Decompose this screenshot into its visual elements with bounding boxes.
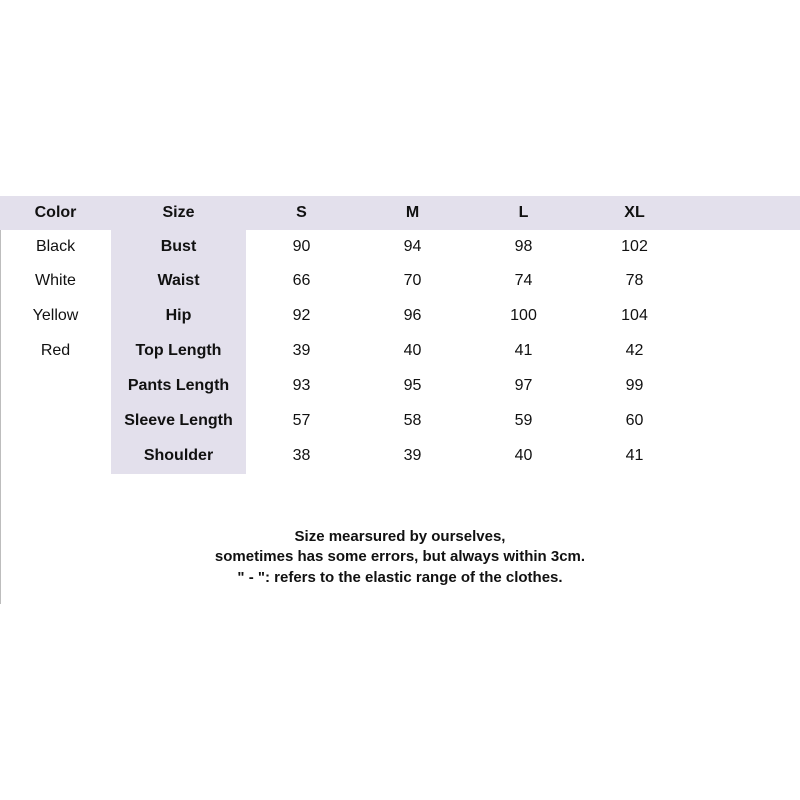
table-cell: 93 [292, 377, 311, 394]
row-label-bust: Bust [160, 238, 197, 255]
table-cell: 74 [514, 272, 533, 289]
color-item-white: White [35, 272, 76, 289]
table-cell: 39 [403, 447, 422, 464]
table-cell: 57 [292, 412, 311, 429]
table-cell: 98 [514, 238, 533, 255]
table-cell: 92 [292, 307, 311, 324]
row-label-hip: Hip [165, 307, 192, 324]
header-size-m: M [405, 204, 420, 221]
table-cell: 96 [403, 307, 422, 324]
header-size: Size [162, 204, 195, 221]
table-cell: 94 [403, 238, 422, 255]
color-item-yellow: Yellow [32, 307, 79, 324]
table-cell: 41 [625, 447, 644, 464]
header-size-l: L [518, 204, 529, 221]
table-cell: 42 [625, 342, 644, 359]
table-cell: 97 [514, 377, 533, 394]
table-cell: 90 [292, 238, 311, 255]
header-size-xl: XL [624, 204, 645, 221]
row-label-top-length: Top Length [135, 342, 222, 359]
table-cell: 70 [403, 272, 422, 289]
note-line-1: Size mearsured by ourselves, [294, 528, 506, 545]
table-cell: 95 [403, 377, 422, 394]
table-cell: 40 [514, 447, 533, 464]
note-line-2: sometimes has some errors, but always within 3cm. [214, 548, 586, 565]
color-item-red: Red [40, 342, 71, 359]
table-cell: 78 [625, 272, 644, 289]
table-cell: 59 [514, 412, 533, 429]
note-line-3: " - ": refers to the elastic range of the clothes. [237, 569, 563, 586]
table-cell: 41 [514, 342, 533, 359]
header-color: Color [34, 204, 77, 221]
row-label-shoulder: Shoulder [143, 447, 214, 464]
table-cell: 39 [292, 342, 311, 359]
table-cell: 40 [403, 342, 422, 359]
table-cell: 38 [292, 447, 311, 464]
table-cell: 102 [621, 238, 648, 255]
table-cell: 58 [403, 412, 422, 429]
row-label-waist: Waist [157, 272, 200, 289]
table-cell: 100 [510, 307, 537, 324]
table-cell: 104 [621, 307, 648, 324]
color-item-black: Black [35, 238, 76, 255]
header-size-s: S [296, 204, 307, 221]
table-cell: 60 [625, 412, 644, 429]
table-cell: 66 [292, 272, 311, 289]
row-label-sleeve-length: Sleeve Length [124, 412, 233, 429]
table-cell: 99 [625, 377, 644, 394]
row-label-pants-length: Pants Length [127, 377, 230, 394]
